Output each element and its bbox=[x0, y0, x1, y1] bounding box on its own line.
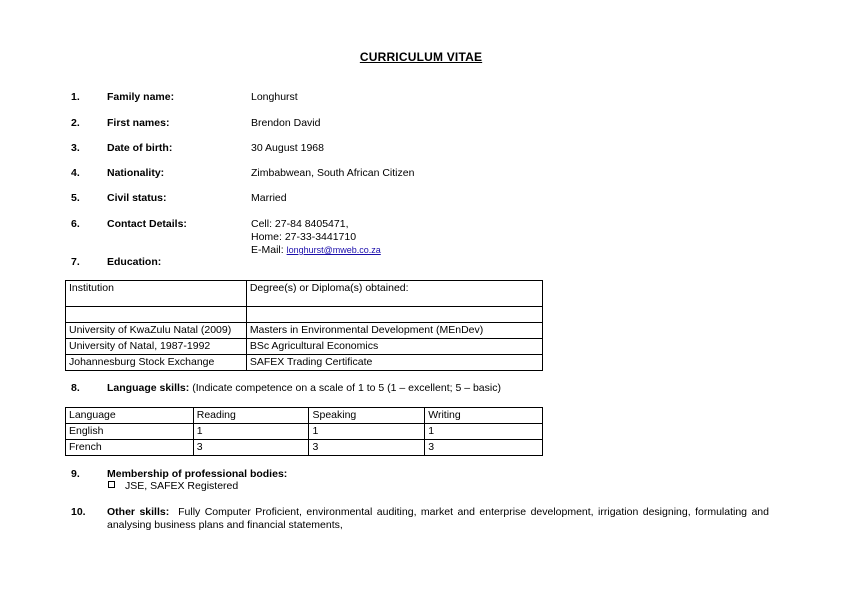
table-header-cell: Degree(s) or Diploma(s) obtained: bbox=[246, 281, 542, 307]
education-table bbox=[65, 280, 543, 371]
table-header-cell: Institution bbox=[66, 281, 247, 307]
table-cell: University of Natal, 1987-1992 bbox=[66, 339, 247, 355]
table-cell: French bbox=[66, 440, 194, 456]
item-number: 8. bbox=[71, 382, 80, 394]
table-cell: 1 bbox=[193, 424, 309, 440]
table-header-cell: Language bbox=[66, 408, 194, 424]
table-row bbox=[66, 424, 543, 440]
table-header-row bbox=[66, 281, 543, 307]
nationality-label: Nationality: bbox=[107, 167, 165, 179]
contact-details-value bbox=[251, 218, 381, 257]
table-cell: BSc Agricultural Economics bbox=[246, 339, 542, 355]
table-cell bbox=[66, 307, 247, 323]
item-number: 6. bbox=[71, 218, 80, 230]
language-skills-label: Language skills: bbox=[107, 382, 190, 394]
table-header-cell: Reading bbox=[193, 408, 309, 424]
table-cell: Johannesburg Stock Exchange bbox=[66, 355, 247, 371]
item-number: 2. bbox=[71, 117, 80, 129]
family-name-value: Longhurst bbox=[251, 91, 298, 103]
other-skills-paragraph bbox=[107, 506, 769, 532]
table-cell: SAFEX Trading Certificate bbox=[246, 355, 542, 371]
date-of-birth-label: Date of birth: bbox=[107, 142, 173, 154]
table-cell: 3 bbox=[309, 440, 425, 456]
other-skills-text: Fully Computer Proficient, environmental auditing, market and enterprise development, irrigation designing, formulating and analysing business plans and financial statements, bbox=[107, 506, 769, 531]
membership-list bbox=[0, 480, 842, 494]
contact-details-row bbox=[0, 218, 842, 258]
date-of-birth-row bbox=[0, 142, 842, 156]
education-label: Education: bbox=[107, 256, 162, 268]
item-number: 9. bbox=[71, 468, 80, 480]
table-cell: 3 bbox=[193, 440, 309, 456]
email-link[interactable]: longhurst@mweb.co.za bbox=[286, 245, 381, 255]
table-cell: University of KwaZulu Natal (2009) bbox=[66, 323, 247, 339]
family-name-row bbox=[0, 91, 842, 105]
other-skills-label: Other skills: bbox=[107, 506, 170, 518]
table-row bbox=[66, 355, 543, 371]
membership-item-text: JSE, SAFEX Registered bbox=[125, 480, 239, 492]
table-row bbox=[66, 339, 543, 355]
table-cell: Masters in Environmental Development (MEnDev) bbox=[246, 323, 542, 339]
civil-status-row bbox=[0, 192, 842, 206]
first-names-row bbox=[0, 117, 842, 131]
language-table bbox=[65, 407, 543, 456]
table-row bbox=[66, 307, 543, 323]
table-cell bbox=[246, 307, 542, 323]
item-number: 7. bbox=[71, 256, 80, 268]
language-skills-row bbox=[0, 382, 842, 396]
item-number: 1. bbox=[71, 91, 80, 103]
home-number: Home: 27-33-3441710 bbox=[251, 231, 357, 243]
list-item bbox=[108, 480, 238, 492]
contact-details-label: Contact Details: bbox=[107, 218, 187, 230]
email-prefix: E-Mail: bbox=[251, 244, 287, 256]
document-title: CURRICULUM VITAE bbox=[359, 50, 483, 64]
table-row bbox=[66, 440, 543, 456]
table-header-cell: Writing bbox=[425, 408, 543, 424]
membership-label: Membership of professional bodies: bbox=[107, 468, 288, 480]
civil-status-value: Married bbox=[251, 192, 287, 204]
education-row bbox=[0, 256, 842, 270]
item-number: 5. bbox=[71, 192, 80, 204]
table-cell: 3 bbox=[425, 440, 543, 456]
table-header-row bbox=[66, 408, 543, 424]
first-names-value: Brendon David bbox=[251, 117, 321, 129]
family-name-label: Family name: bbox=[107, 91, 175, 103]
nationality-value: Zimbabwean, South African Citizen bbox=[251, 167, 415, 179]
table-cell: English bbox=[66, 424, 194, 440]
civil-status-label: Civil status: bbox=[107, 192, 167, 204]
cell-number: Cell: 27-84 8405471, bbox=[251, 218, 349, 230]
language-skills-note: (Indicate competence on a scale of 1 to 5 (1 – excellent; 5 – basic) bbox=[192, 382, 501, 394]
date-of-birth-value: 30 August 1968 bbox=[251, 142, 324, 154]
checkbox-bullet-icon bbox=[108, 481, 115, 488]
table-row bbox=[66, 323, 543, 339]
table-cell: 1 bbox=[309, 424, 425, 440]
first-names-label: First names: bbox=[107, 117, 170, 129]
item-number: 3. bbox=[71, 142, 80, 154]
item-number: 10. bbox=[71, 506, 86, 518]
table-cell: 1 bbox=[425, 424, 543, 440]
item-number: 4. bbox=[71, 167, 80, 179]
language-skills-heading bbox=[107, 382, 501, 394]
table-header-cell: Speaking bbox=[309, 408, 425, 424]
nationality-row bbox=[0, 167, 842, 181]
